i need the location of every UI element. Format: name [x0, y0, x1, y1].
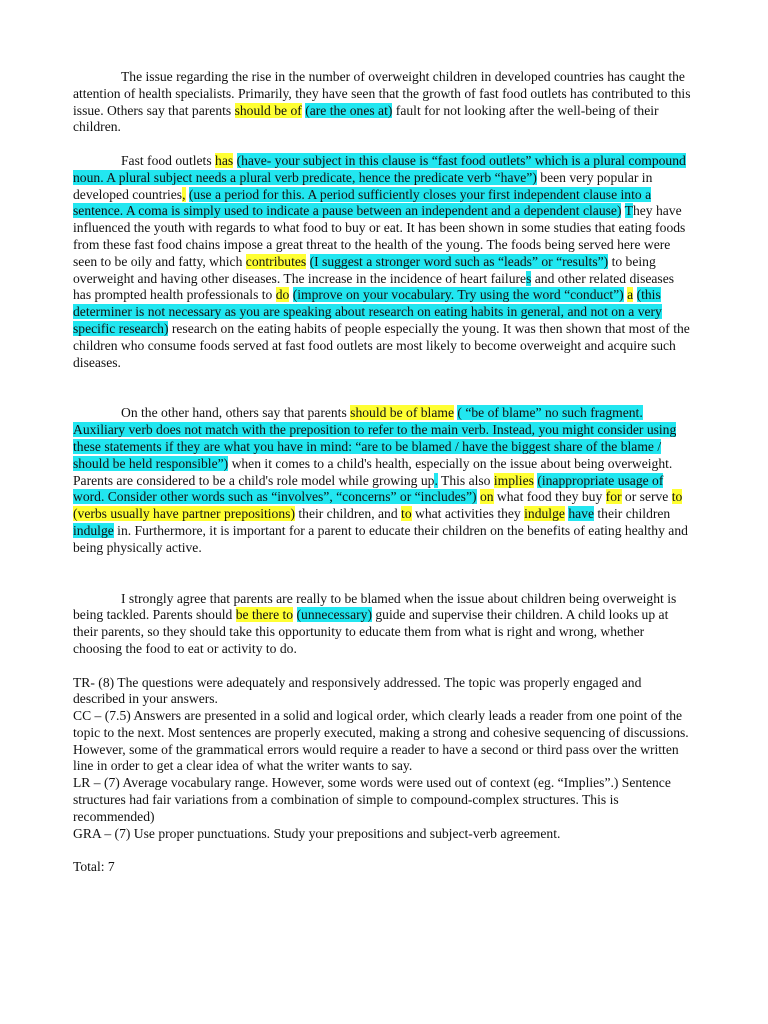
highlighted-error: on [479, 489, 494, 505]
paragraph-spacer [73, 557, 695, 591]
essay-text: what food they buy [493, 489, 606, 505]
correction-comment: have [568, 506, 594, 522]
highlighted-error: for [605, 489, 622, 505]
score-cc: CC – (7.5) Answers are presented in a solid and logical order, which clearly leads a reader from one point of the topic to the next. Most sentences are properly executed, making a strong and cohesive sequencing of discussions. However, some of the grammatical errors would require a reader to have a second or third pass over the written line in order to get a clear idea of what the writer wants to say. [73, 708, 689, 774]
highlighted-error: do [275, 287, 290, 303]
score-gra: GRA – (7) Use proper punctuations. Study your prepositions and subject-verb agreement. [73, 825, 561, 841]
correction-comment: indulge [73, 522, 114, 538]
essay-text: to being overweight and having other diseases. The increase in the incidence of heart failure [73, 253, 656, 286]
essay-text: research on the eating habits of people especially the young. It was then shown that most of the children who consume foods served at fast food outlets are most likely to become overweight and acquire such diseases. [73, 320, 690, 370]
total-score: Total: 7 [73, 859, 115, 875]
essay-text: The issue regarding the rise in the number of overweight children in developed countries has caught the attention of health specialists. Primarily, they have seen that the growth of fast food outlets has contributed to this issue. Others say that parents [73, 69, 691, 118]
essay-paragraph-2 [73, 153, 695, 371]
essay-text: guide and supervise their children. A child looks up at their parents, so they should take this opportunity to educate them from what is right and wrong, whether choosing the food to eat or activity to do. [73, 607, 669, 656]
highlighted-error: indulge [524, 506, 565, 522]
highlighted-error: has [215, 152, 234, 168]
correction-comment: (have- your subject in this clause is “fast food outlets” which is a plural compound noun. A plural subject needs a plural verb predicate, hence the predicate verb “have”) [73, 152, 686, 185]
essay-text: fault for not looking after the well-being of their children. [73, 102, 659, 135]
paragraph-spacer [73, 658, 695, 675]
document-page [73, 69, 695, 876]
essay-text: what activities they [411, 506, 525, 522]
essay-text: hey have influenced the youth with regards to what food to buy or eat. It has been shown in some studies that eating foods from these fast food chains impose a great threat to the health of the young. The foods being served here were seen to be oily and fatty, which [73, 203, 686, 269]
paragraph-spacer [73, 136, 695, 153]
paragraph-spacer [73, 371, 695, 405]
correction-comment: (use a period for this. A period sufficiently closes your first independent clause into a sentence. A coma is simply used to indicate a pause between an independent and a dependent clause) [73, 186, 652, 219]
essay-text: Fast food outlets [121, 152, 216, 168]
essay-text [293, 607, 296, 622]
essay-text: On the other hand, others say that parents [121, 405, 351, 421]
correction-comment: . [434, 472, 438, 488]
essay-text: their children, and [294, 506, 402, 522]
essay-text: I strongly agree that parents are really to be blamed when the issue about children being overweight is being tackled. Parents should [73, 590, 677, 623]
paragraph-spacer [73, 842, 695, 859]
essay-text: in. Furthermore, it is important for a parent to educate their children on the benefits of eating healthy and being physically active. [73, 522, 688, 555]
score-tr: TR- (8) The questions were adequately and responsively addressed. The topic was properly engaged and described in your answers. [73, 674, 642, 707]
highlighted-error: to [671, 489, 683, 505]
essay-text: and other related diseases has prompted health professionals to [73, 270, 675, 303]
essay-paragraph-1 [73, 69, 695, 136]
correction-comment: (are the ones at) [305, 102, 393, 118]
highlighted-error: to [401, 506, 412, 522]
highlighted-error: a [627, 287, 634, 303]
correction-comment: ( “be of blame” no such fragment. Auxiliary verb does not match with the preposition to refer to the main verb. Instead, you might consider using these statements if they are what you have in mind: “are to be blamed / have the biggest share of the blame / should be held responsible”) [73, 405, 677, 471]
highlighted-error: , [182, 186, 186, 202]
highlighted-error: should be of blame [350, 405, 454, 421]
essay-text: been very popular in developed countries [73, 169, 653, 202]
correction-comment: (inappropriate usage of word. Consider other words such as “involves”, “concerns” or “includes”) [73, 472, 664, 505]
highlighted-error: contributes [245, 253, 307, 269]
highlighted-error: should be of [234, 102, 302, 118]
score-lr: LR – (7) Average vocabulary range. However, some words were used out of context (eg. “Implies”.) Sentence structures had fair variations from a combination of simple to compound-complex structures. This is recommended) [73, 775, 671, 824]
essay-text: their children [593, 506, 671, 522]
correction-comment: (I suggest a stronger word such as “leads” or “results”) [309, 253, 609, 269]
essay-text: or serve [621, 489, 672, 505]
score-section [73, 675, 695, 843]
essay-paragraph-3 [73, 405, 695, 556]
essay-text: This also [437, 472, 494, 488]
correction-comment: T [624, 203, 633, 219]
correction-comment: (unnecessary) [296, 607, 372, 623]
essay-text: when it comes to a child's health, especially on the issue about being overweight. Parents are considered to be a child's role model while growing up [73, 455, 673, 488]
essay-paragraph-4 [73, 591, 695, 658]
correction-comment: s [526, 270, 532, 286]
highlighted-error: implies [493, 472, 534, 488]
highlighted-error: (verbs usually have partner prepositions) [73, 506, 295, 522]
correction-comment: (this determiner is not necessary as you are speaking about research on eating habits in general, and not on a very specific research) [73, 287, 662, 336]
highlighted-error: be there to [235, 607, 294, 623]
correction-comment: (improve on your vocabulary. Try using the word “conduct”) [292, 287, 624, 303]
